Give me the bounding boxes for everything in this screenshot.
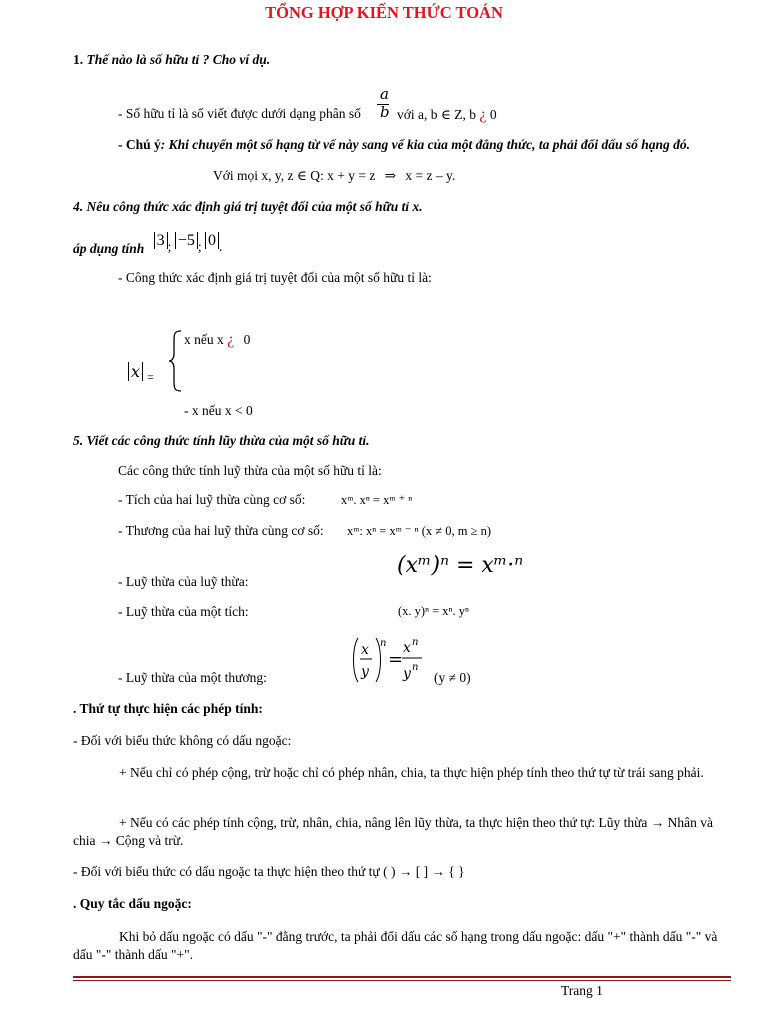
svg-text:y: y (403, 666, 411, 682)
q1-note (118, 137, 690, 153)
q1-definition-end: 0 (489, 107, 497, 122)
quotient-power-formula-icon (350, 634, 432, 686)
svg-text:x: x (361, 642, 369, 658)
brackets-heading: . Quy tắc dấu ngoặc: (73, 896, 192, 911)
q4-end: . (218, 239, 223, 254)
q1-note-text: : Khi chuyển một số hạng từ vế này sang vế kia của một đẳng thức, ta phải đổi dấu số hạng đó. (160, 137, 691, 152)
q4-sep-1: ; (167, 239, 172, 254)
q4-case1-suffix: 0 (243, 332, 251, 347)
q4-case1-prefix: x nếu x (184, 332, 224, 347)
implies-icon: ⇒ (384, 168, 397, 183)
q5-intro: Các công thức tính luỹ thừa của một số hữu tỉ là: (118, 463, 382, 478)
q4-abs-3: 3 (154, 232, 168, 249)
q5-power-label: - Luỹ thừa của luỹ thừa: (118, 574, 249, 589)
q1-example-result: x = z – y. (405, 168, 456, 183)
q1-example-text: Với mọi x, y, z ∈ Q: x + y = z (213, 168, 376, 183)
q1-definition-prefix: - Số hữu tỉ là số viết được dưới dạng phân số (118, 106, 361, 121)
q4-case1-glyph: ¿ (227, 331, 235, 348)
footer-rule-thin (73, 980, 731, 981)
q1-number: 1. (73, 52, 84, 67)
order-rule-1: + Nếu chỉ có phép cộng, trừ hoặc chỉ có phép nhân, chia, ta thực hiện phép tính theo thứ tự từ trái sang phải. (119, 765, 704, 780)
q4-case1 (184, 331, 250, 349)
q1-frac-den: b (380, 103, 390, 121)
order-heading: . Thứ tự thực hiện các phép tính: (73, 701, 263, 716)
svg-text:n: n (380, 638, 387, 649)
q1-glyph: ¿ (479, 106, 487, 123)
q4-abs-minus5: −5 (175, 232, 198, 249)
q1-question: Thế nào là số hữu tỉ ? Cho ví dụ. (86, 52, 271, 67)
svg-text:y: y (361, 664, 369, 680)
q5-power-formula: (xᵐ)ⁿ = xᵐ·ⁿ (397, 553, 524, 578)
q5-quotient-label: - Thương của hai luỹ thừa cùng cơ số: (118, 523, 324, 538)
q5-quot-power-label: - Luỹ thừa của một thương: (118, 670, 267, 685)
q1-frac-num: a (380, 85, 389, 103)
svg-text:n: n (412, 662, 419, 673)
page-title: TỔNG HỢP KIẾN THỨC TOÁN (265, 3, 503, 22)
q1-note-label: - Chú ý (118, 137, 161, 152)
q1-definition (118, 85, 390, 121)
footer-rule-thick (73, 976, 731, 978)
brackets-rule: Khi bỏ dấu ngoặc có dấu "-" đằng trước, ta phải đổi dấu các số hạng trong dấu ngoặc: dấu "+" thành dấu "-" và dấu "-" thành dấu "+". (73, 929, 718, 962)
order-rule-2: + Nếu có các phép tính cộng, trừ, nhân, chia, nâng lên lũy thừa, ta thực hiện theo thứ tự: Lũy thừa → Nhân và chia → Cộng và trừ. (73, 815, 713, 848)
svg-text:n: n (412, 637, 419, 648)
q1-heading (73, 52, 270, 68)
q4-abs-x (128, 362, 154, 382)
q5-quotient-formula: xᵐ: xⁿ = xᵐ ⁻ ⁿ (x ≠ 0, m ≥ n) (347, 524, 491, 538)
q4-sep-2: ; (197, 239, 202, 254)
q4-heading: 4. Nêu công thức xác định giá trị tuyệt đối của một số hữu tỉ x. (73, 199, 423, 214)
svg-text:x: x (403, 640, 411, 656)
q4-abs-x-value: x (128, 362, 143, 381)
piecewise-brace-icon (168, 330, 184, 392)
order-with-bracket: - Đối với biểu thức có dấu ngoặc ta thực hiện theo thứ tự ( ) → [ ] → { } (73, 864, 465, 879)
q5-prod-power-formula: (x. y)ⁿ = xⁿ. yⁿ (398, 604, 469, 618)
q4-case2: - x nếu x < 0 (184, 403, 253, 418)
order-no-bracket: - Đối với biểu thức không có dấu ngoặc: (73, 733, 292, 748)
q5-quot-power-condition: (y ≠ 0) (434, 670, 471, 685)
q5-prod-power-label: - Luỹ thừa của một tích: (118, 604, 249, 619)
q4-equals: = (147, 370, 154, 384)
page-number: Trang 1 (561, 983, 603, 998)
q4-formula-intro: - Công thức xác định giá trị tuyệt đối của một số hữu tỉ là: (118, 270, 432, 285)
q1-definition-tail (397, 106, 497, 124)
q5-heading: 5. Viết các công thức tính lũy thừa của một số hữu tỉ. (73, 433, 370, 448)
q5-product-formula: xᵐ. xⁿ = xᵐ ⁺ ⁿ (341, 493, 413, 507)
q4-apply-label: áp dụng tính (73, 241, 145, 256)
svg-text:=: = (388, 649, 404, 670)
q4-apply (73, 232, 223, 256)
q5-product-label: - Tích của hai luỹ thừa cùng cơ số: (118, 492, 306, 507)
q1-example (213, 168, 455, 184)
q1-definition-suffix: với a, b ∈ Z, b (397, 107, 476, 122)
q4-abs-0: 0 (205, 232, 219, 249)
